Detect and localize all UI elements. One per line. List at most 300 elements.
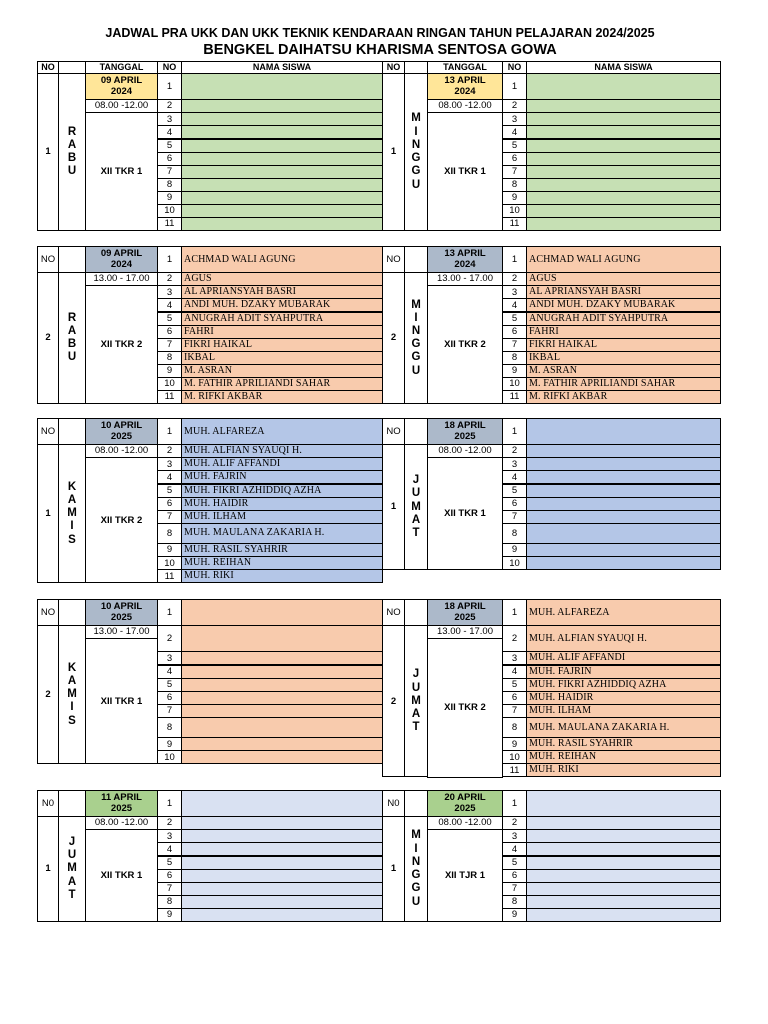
student-name: [181, 112, 383, 126]
student-name: M. RIFKI AKBAR: [181, 390, 383, 404]
row-number: 3: [502, 112, 527, 126]
session-no: 1: [382, 73, 405, 231]
student-name: M. ASRAN: [181, 364, 383, 378]
class-name: XII TKR 1: [427, 457, 503, 570]
time-slot: 13.00 - 17.00: [85, 625, 158, 639]
class-name: XII TKR 2: [427, 638, 503, 777]
date-text: 18 APRIL: [444, 419, 486, 431]
date-text: 2025: [454, 611, 476, 623]
row-number: 7: [502, 165, 527, 179]
date-text: 13 APRIL: [444, 74, 486, 86]
row-number: 7: [502, 510, 527, 524]
day-letter: J: [412, 668, 420, 681]
day-letter: A: [411, 513, 421, 526]
row-number: 11: [157, 390, 182, 404]
student-name: [181, 895, 383, 909]
row-number: 6: [502, 691, 527, 705]
day-letter: G: [411, 152, 421, 165]
student-name: [181, 882, 383, 896]
day-letter: N: [411, 138, 421, 151]
date-cell: [85, 418, 158, 445]
session-no: 1: [37, 444, 59, 583]
day-letter: M: [411, 500, 421, 513]
time-slot: 13.00 - 17.00: [85, 272, 158, 286]
time-slot: 08.00 -12.00: [427, 816, 503, 830]
student-name: [526, 869, 721, 883]
day-letter: S: [68, 533, 76, 546]
row-number: 2: [502, 625, 527, 652]
student-name: [526, 829, 721, 843]
date-cell: [427, 246, 503, 273]
student-name: [526, 556, 721, 570]
student-name: [181, 665, 383, 679]
row-number: 9: [157, 191, 182, 205]
row-number: 2: [502, 99, 527, 113]
header-no: NO: [157, 61, 182, 74]
student-name: [526, 112, 721, 126]
row-number: 8: [502, 895, 527, 909]
student-name: M. FATHIR APRILIANDI SAHAR: [181, 377, 383, 391]
student-name: ANDI MUH. DZAKY MUBARAK: [526, 298, 721, 312]
day-letter: I: [70, 701, 74, 714]
row-number: 5: [157, 484, 182, 498]
student-name: MUH. FAJRIN: [181, 470, 383, 484]
student-name: [526, 99, 721, 113]
day-letter: G: [411, 165, 421, 178]
day-letter: G: [411, 882, 421, 895]
date-text: 10 APRIL: [100, 600, 143, 612]
session-no: 1: [382, 816, 405, 922]
day-letter: R: [67, 311, 77, 324]
date-text: 11 APRIL: [101, 791, 142, 803]
day-name: [404, 73, 428, 231]
header-no: NO: [37, 61, 59, 74]
student-name: MUH. FAJRIN: [526, 665, 721, 679]
student-name: MUH. MAULANA ZAKARIA H.: [181, 523, 383, 544]
row-number: 1: [157, 418, 182, 445]
day-name: [58, 625, 86, 764]
day-letter: U: [411, 487, 421, 500]
student-name: [181, 125, 383, 139]
date-text: 2024: [110, 258, 133, 270]
date-text: 2025: [454, 430, 476, 442]
date-cell: [85, 790, 158, 817]
student-name: [181, 678, 383, 692]
header-nama-siswa: NAMA SISWA: [181, 61, 383, 74]
day-letter: M: [411, 298, 421, 311]
row-number: 5: [157, 312, 182, 326]
class-name: XII TKR 1: [427, 112, 503, 231]
student-name: [526, 908, 721, 922]
row-number: 4: [157, 298, 182, 312]
page-subtitle: BENGKEL DAIHATSU KHARISMA SENTOSA GOWA: [203, 42, 557, 58]
student-name: FAHRI: [526, 325, 721, 339]
row-number: 2: [502, 272, 527, 286]
date-cell: [427, 418, 503, 445]
student-name: M. ASRAN: [526, 364, 721, 378]
student-name: [181, 790, 383, 817]
day-letter: U: [411, 895, 421, 908]
day-blank: [58, 599, 86, 626]
row-number: 4: [502, 125, 527, 139]
day-name: [58, 73, 86, 231]
no-label: NO: [37, 599, 59, 626]
row-number: 11: [157, 217, 182, 231]
student-name: MUH. HAIDIR: [181, 497, 383, 511]
date-text: 10 APRIL: [100, 419, 143, 431]
student-name: [181, 191, 383, 205]
date-text: 2025: [110, 802, 133, 814]
row-number: 3: [157, 829, 182, 843]
header-no: NO: [382, 61, 405, 74]
day-letter: N: [411, 324, 421, 337]
row-number: 8: [502, 351, 527, 365]
row-number: 7: [157, 704, 182, 718]
student-name: MUH. RIKI: [181, 569, 383, 583]
row-number: 1: [502, 418, 527, 445]
day-letter: M: [411, 694, 421, 707]
row-number: 3: [157, 651, 182, 665]
row-number: 10: [502, 377, 527, 391]
class-name: XII TKR 1: [85, 112, 158, 231]
row-number: 6: [157, 325, 182, 339]
class-name: XII TKR 2: [85, 457, 158, 583]
time-slot: 13.00 - 17.00: [427, 625, 503, 639]
day-letter: A: [67, 138, 77, 151]
row-number: 10: [502, 204, 527, 218]
student-name: [526, 444, 721, 458]
row-number: 4: [502, 298, 527, 312]
day-letter: M: [67, 507, 77, 520]
date-text: 2025: [110, 430, 133, 442]
row-number: 10: [502, 750, 527, 764]
day-letter: M: [67, 688, 77, 701]
row-number: 2: [157, 625, 182, 652]
session-no: 1: [37, 816, 59, 922]
date-text: 13 APRIL: [444, 247, 486, 259]
day-letter: M: [411, 112, 421, 125]
day-letter: N: [411, 855, 421, 868]
day-name: [404, 816, 428, 922]
row-number: 7: [502, 338, 527, 352]
day-letter: A: [67, 324, 77, 337]
header-no: NO: [502, 61, 527, 74]
class-name: XII TKR 2: [427, 285, 503, 404]
row-number: 1: [502, 246, 527, 273]
day-letter: T: [412, 721, 420, 734]
header-tanggal: TANGGAL: [427, 61, 503, 74]
row-number: 2: [502, 444, 527, 458]
row-number: 4: [157, 842, 182, 856]
session-no: 1: [382, 444, 405, 570]
row-number: 5: [502, 678, 527, 692]
day-letter: J: [412, 474, 420, 487]
day-letter: I: [414, 125, 418, 138]
row-number: 9: [157, 737, 182, 751]
row-number: 9: [502, 543, 527, 557]
row-number: 10: [157, 377, 182, 391]
row-number: 11: [502, 763, 527, 777]
day-letter: G: [411, 351, 421, 364]
no-label: NO: [382, 418, 405, 445]
student-name: MUH. RIKI: [526, 763, 721, 777]
row-number: 9: [157, 908, 182, 922]
row-number: 10: [157, 556, 182, 570]
row-number: 8: [157, 523, 182, 544]
row-number: 2: [157, 99, 182, 113]
row-number: 10: [157, 204, 182, 218]
row-number: 7: [157, 338, 182, 352]
student-name: [181, 651, 383, 665]
day-letter: B: [67, 152, 77, 165]
student-name: ANUGRAH ADIT SYAHPUTRA: [526, 312, 721, 326]
day-name: [404, 444, 428, 570]
date-text: 2025: [454, 802, 476, 814]
student-name: MUH. REIHAN: [181, 556, 383, 570]
student-name: [526, 165, 721, 179]
student-name: [181, 717, 383, 738]
day-blank: [58, 246, 86, 273]
day-letter: A: [67, 674, 77, 687]
student-name: [181, 139, 383, 153]
student-name: [526, 842, 721, 856]
student-name: [181, 691, 383, 705]
row-number: 1: [157, 73, 182, 100]
row-number: 3: [502, 829, 527, 843]
row-number: 4: [502, 470, 527, 484]
student-name: [526, 816, 721, 830]
student-name: [526, 125, 721, 139]
day-letter: U: [411, 178, 421, 191]
session-no: 2: [37, 625, 59, 764]
row-number: 2: [157, 272, 182, 286]
day-letter: I: [70, 520, 74, 533]
student-name: MUH. FIKRI AZHIDDIQ AZHA: [526, 678, 721, 692]
row-number: 9: [502, 191, 527, 205]
row-number: 9: [502, 364, 527, 378]
student-name: AL APRIANSYAH BASRI: [526, 285, 721, 299]
student-name: MUH. ILHAM: [526, 704, 721, 718]
row-number: 11: [157, 569, 182, 583]
row-number: 6: [157, 691, 182, 705]
day-letter: I: [414, 842, 418, 855]
row-number: 4: [157, 125, 182, 139]
row-number: 3: [502, 651, 527, 665]
page-title: JADWAL PRA UKK DAN UKK TEKNIK KENDARAAN RINGAN TAHUN PELAJARAN 2024/2025: [105, 26, 655, 40]
date-text: 2025: [110, 611, 133, 623]
date-cell: [427, 790, 503, 817]
student-name: [526, 204, 721, 218]
session-no: 1: [37, 73, 59, 231]
student-name: ACHMAD WALI AGUNG: [181, 246, 383, 273]
student-name: [181, 99, 383, 113]
row-number: 4: [502, 665, 527, 679]
student-name: [526, 152, 721, 166]
day-name: [404, 625, 428, 777]
day-letter: R: [67, 125, 77, 138]
day-blank: [404, 790, 428, 817]
row-number: 5: [157, 856, 182, 870]
time-slot: 08.00 -12.00: [85, 816, 158, 830]
row-number: 2: [157, 816, 182, 830]
student-name: [181, 178, 383, 192]
time-slot: 13.00 - 17.00: [427, 272, 503, 286]
student-name: [181, 737, 383, 751]
row-number: 11: [502, 390, 527, 404]
student-name: MUH. ALFIAN SYAUQI H.: [181, 444, 383, 458]
no-label: NO: [37, 418, 59, 445]
student-name: [526, 543, 721, 557]
student-name: MUH. ALFAREZA: [181, 418, 383, 445]
row-number: 6: [502, 325, 527, 339]
student-name: [526, 418, 721, 445]
day-letter: M: [411, 829, 421, 842]
day-name: [58, 816, 86, 922]
row-number: 8: [157, 717, 182, 738]
header-tanggal: TANGGAL: [85, 61, 158, 74]
student-name: [181, 73, 383, 100]
day-name: [58, 272, 86, 404]
row-number: 4: [157, 470, 182, 484]
no-label: N0: [37, 790, 59, 817]
day-letter: G: [411, 338, 421, 351]
time-slot: 08.00 -12.00: [85, 444, 158, 458]
row-number: 8: [502, 523, 527, 544]
row-number: 5: [502, 312, 527, 326]
header-nama-siswa: NAMA SISWA: [526, 61, 721, 74]
row-number: 6: [502, 869, 527, 883]
student-name: [181, 704, 383, 718]
row-number: 1: [157, 599, 182, 626]
date-text: 2024: [110, 85, 133, 97]
student-name: MUH. HAIDIR: [526, 691, 721, 705]
student-name: [526, 484, 721, 498]
student-name: [181, 217, 383, 231]
row-number: 5: [157, 139, 182, 153]
row-number: 5: [502, 139, 527, 153]
row-number: 9: [502, 737, 527, 751]
student-name: [181, 842, 383, 856]
date-text: 2024: [454, 85, 476, 97]
day-letter: S: [68, 714, 76, 727]
day-letter: K: [67, 480, 77, 493]
student-name: [526, 217, 721, 231]
student-name: [526, 895, 721, 909]
day-letter: I: [414, 311, 418, 324]
day-letter: U: [67, 351, 77, 364]
row-number: 1: [502, 599, 527, 626]
student-name: [526, 510, 721, 524]
date-cell: [427, 599, 503, 626]
student-name: MUH. ILHAM: [181, 510, 383, 524]
day-blank: [404, 246, 428, 273]
student-name: MUH. REIHAN: [526, 750, 721, 764]
row-number: 8: [157, 895, 182, 909]
student-name: [526, 790, 721, 817]
student-name: MUH. FIKRI AZHIDDIQ AZHA: [181, 484, 383, 498]
day-letter: A: [67, 875, 77, 888]
day-letter: M: [67, 862, 77, 875]
student-name: AGUS: [181, 272, 383, 286]
date-cell: [85, 246, 158, 273]
row-number: 6: [502, 152, 527, 166]
day-letter: K: [67, 661, 77, 674]
student-name: [181, 152, 383, 166]
row-number: 1: [157, 246, 182, 273]
row-number: 3: [157, 112, 182, 126]
student-name: [181, 869, 383, 883]
day-name: [58, 444, 86, 583]
student-name: [526, 191, 721, 205]
class-name: XII TJR 1: [427, 829, 503, 922]
student-name: [526, 882, 721, 896]
day-letter: U: [67, 849, 77, 862]
student-name: [526, 470, 721, 484]
student-name: MUH. MAULANA ZAKARIA H.: [526, 717, 721, 738]
student-name: [526, 139, 721, 153]
session-no: 2: [382, 625, 405, 777]
student-name: [526, 457, 721, 471]
date-cell: [427, 73, 503, 100]
no-label: N0: [382, 790, 405, 817]
no-label: NO: [382, 599, 405, 626]
class-name: XII TKR 1: [85, 638, 158, 764]
day-letter: B: [67, 338, 77, 351]
class-name: XII TKR 1: [85, 829, 158, 922]
row-number: 5: [502, 856, 527, 870]
date-text: 18 APRIL: [444, 600, 486, 612]
student-name: MUH. ALFIAN SYAUQI H.: [526, 625, 721, 652]
date-text: 09 APRIL: [100, 247, 143, 259]
row-number: 8: [157, 351, 182, 365]
row-number: 10: [157, 750, 182, 764]
row-number: 3: [157, 457, 182, 471]
student-name: [181, 599, 383, 626]
row-number: 7: [502, 882, 527, 896]
date-cell: [85, 599, 158, 626]
row-number: 2: [502, 816, 527, 830]
row-number: 4: [157, 665, 182, 679]
row-number: 6: [157, 497, 182, 511]
row-number: 3: [157, 285, 182, 299]
student-name: MUH. ALFAREZA: [526, 599, 721, 626]
session-no: 2: [382, 272, 405, 404]
day-blank: [404, 418, 428, 445]
day-blank: [58, 790, 86, 817]
student-name: AL APRIANSYAH BASRI: [181, 285, 383, 299]
row-number: 5: [157, 678, 182, 692]
row-number: 11: [502, 217, 527, 231]
row-number: 7: [157, 510, 182, 524]
day-blank: [404, 599, 428, 626]
date-text: 2024: [454, 258, 476, 270]
time-slot: 08.00 -12.00: [427, 99, 503, 113]
no-label: NO: [382, 246, 405, 273]
student-name: [181, 165, 383, 179]
student-name: [181, 750, 383, 764]
student-name: FIKRI HAIKAL: [181, 338, 383, 352]
row-number: 1: [502, 73, 527, 100]
row-number: 7: [157, 882, 182, 896]
student-name: [181, 625, 383, 652]
student-name: [181, 204, 383, 218]
row-number: 6: [502, 497, 527, 511]
row-number: 7: [157, 165, 182, 179]
day-letter: U: [67, 165, 77, 178]
student-name: ANUGRAH ADIT SYAHPUTRA: [181, 312, 383, 326]
student-name: IKBAL: [181, 351, 383, 365]
day-letter: U: [411, 364, 421, 377]
